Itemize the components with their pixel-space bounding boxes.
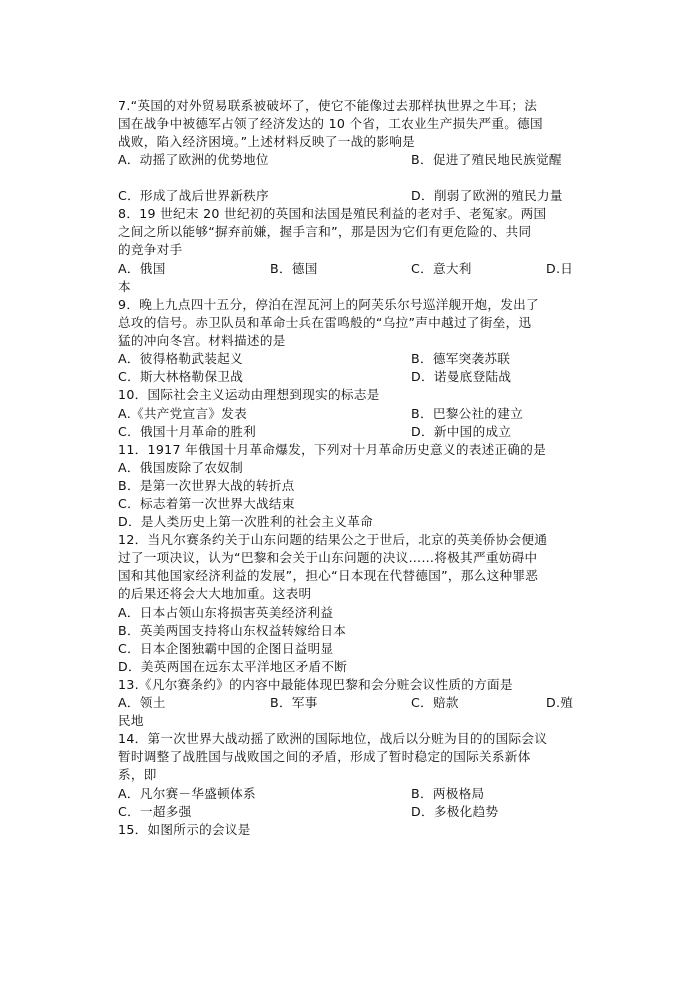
question-stem-line: 15．如图所示的会议是	[118, 822, 251, 837]
option-b: B．两极格局	[411, 786, 485, 801]
option-a: A．俄国	[118, 261, 166, 276]
option-c: C．一超多强	[118, 804, 192, 819]
option-c: C．斯大林格勒保卫战	[118, 369, 244, 384]
question-stem-line: 总攻的信号。赤卫队员和革命士兵在雷鸣般的“乌拉”声中越过了街垒，迅	[118, 315, 532, 330]
question-stem-line: 7.“英国的对外贸易联系被破坏了，使它不能像过去那样执世界之牛耳；法	[118, 98, 538, 113]
question-stem-line: 10．国际社会主义运动由理想到现实的标志是	[118, 387, 380, 402]
question-stem-line: 14．第一次世界大战动摇了欧洲的国际地位，战后以分赃为目的的国际会议	[118, 731, 548, 746]
option-d-wrap: 民地	[118, 713, 144, 728]
question-stem-line: 过了一项决议，认为“巴黎和会关于山东问题的决议……将极其严重妨碍中	[118, 550, 538, 565]
option-b: B．军事	[270, 695, 318, 710]
option-c: C．赔款	[411, 695, 459, 710]
option-d: D．多极化趋势	[411, 804, 499, 819]
option-b: B．英美两国支持将山东权益转嫁给日本	[118, 623, 347, 638]
option-d: D．新中国的成立	[411, 424, 512, 439]
question-stem-line: 系，即	[118, 767, 157, 782]
option-a: A．彼得格勒武装起义	[118, 351, 243, 366]
option-d-wrap: 本	[118, 279, 131, 294]
option-c: C．标志着第一次世界大战结束	[118, 496, 295, 511]
option-c: C．形成了战后世界新秩序	[118, 188, 269, 203]
option-c: C．日本企图独霸中国的企图日益明显	[118, 641, 334, 656]
option-a: A．动摇了欧洲的优势地位	[118, 152, 269, 167]
question-stem-line: 的竞争对手	[118, 242, 183, 257]
question-stem-line: 8．19 世纪末 20 世纪初的英国和法国是殖民利益的老对手、老冤家。两国	[118, 206, 547, 221]
option-b: B．德军突袭苏联	[411, 351, 511, 366]
option-a: A．日本占领山东将损害英美经济利益	[118, 605, 334, 620]
option-d: D.殖	[546, 695, 574, 710]
option-d: D．诺曼底登陆战	[411, 369, 512, 384]
question-stem-line: 猛的冲向冬宫。材料描述的是	[118, 333, 286, 348]
option-d: D．美英两国在远东太平洋地区矛盾不断	[118, 659, 348, 674]
question-stem-line: 13.《凡尔赛条约》的内容中最能体现巴黎和会分赃会议性质的方面是	[118, 677, 513, 692]
question-stem-line: 国和其他国家经济利益的发展”，担心“日本现在代替德国”，那么这种罪恶	[118, 568, 539, 583]
option-a: A．凡尔赛－华盛顿体系	[118, 786, 256, 801]
question-stem-line: 12．当凡尔赛条约关于山东问题的结果公之于世后，北京的英美侨协会便通	[118, 532, 548, 547]
option-d: D．是人类历史上第一次胜利的社会主义革命	[118, 514, 373, 529]
question-stem-line: 国在战争中被德军占领了经济发达的 10 个省，工农业生产损失严重。德国	[118, 116, 543, 131]
option-a: A.《共产党宣言》发表	[118, 406, 248, 421]
question-stem-line: 9．晚上九点四十五分，停泊在涅瓦河上的阿芙乐尔号巡洋舰开炮，发出了	[118, 297, 539, 312]
option-c: C．俄国十月革命的胜利	[118, 424, 257, 439]
question-stem-line: 暂时调整了战胜国与战败国之间的矛盾，形成了暂时稳定的国际关系新体	[118, 749, 531, 764]
option-b: B．是第一次世界大战的转折点	[118, 478, 295, 493]
question-stem-line: 战败，陷入经济困境。”上述材料反映了一战的影响是	[118, 134, 416, 149]
option-d: D.日	[546, 261, 574, 276]
option-b: B．德国	[270, 261, 318, 276]
option-c: C．意大利	[411, 261, 472, 276]
question-stem-line: 之间之所以能够“摒弃前嫌，握手言和”，那是因为它们有更危险的、共同	[118, 224, 532, 239]
option-a: A．俄国废除了农奴制	[118, 460, 243, 475]
option-a: A．领土	[118, 695, 166, 710]
option-b: B．巴黎公社的建立	[411, 406, 524, 421]
option-d: D．削弱了欧洲的殖民力量	[411, 188, 563, 203]
question-stem-line: 11．1917 年俄国十月革命爆发，下列对十月革命历史意义的表述正确的是	[118, 442, 547, 457]
option-b: B．促进了殖民地民族觉醒	[411, 152, 562, 167]
question-stem-line: 的后果还将会大大地加重。这表明	[118, 586, 312, 601]
